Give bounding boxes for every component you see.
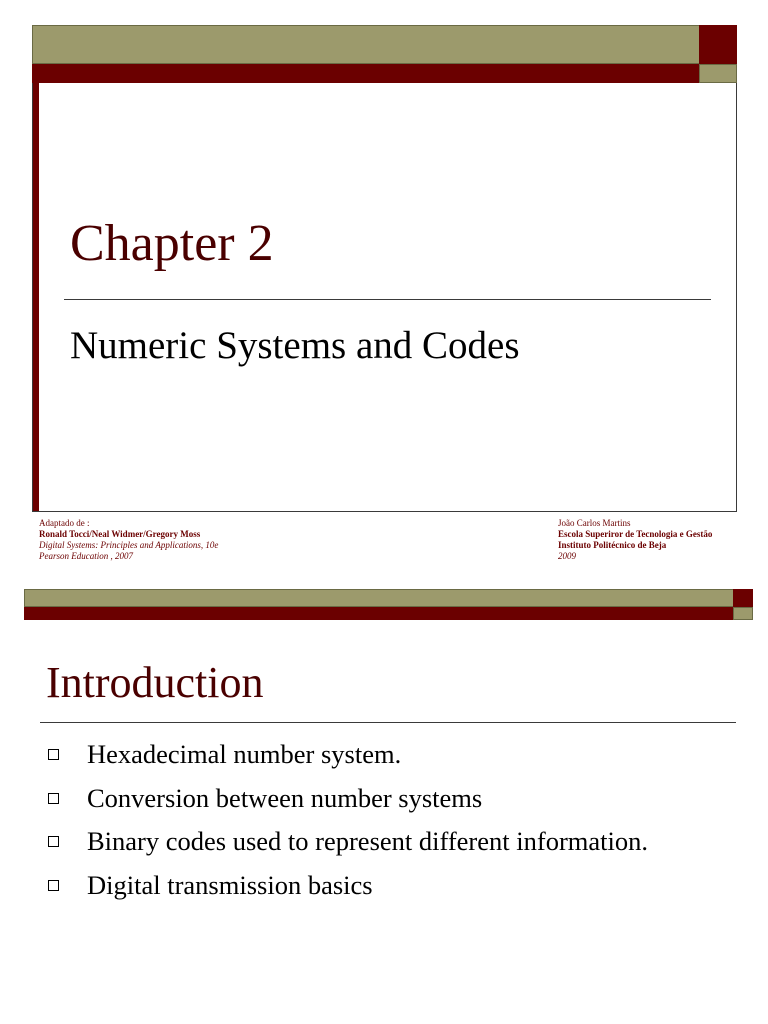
presenter-year: 2009 (558, 551, 576, 561)
list-item (46, 733, 648, 777)
credits-authors: Ronald Tocci/Neal Widmer/Gregory Moss (39, 529, 201, 539)
credits-book-title: Digital Systems: Principles and Applications, 10e (39, 540, 219, 550)
bullet-text: Hexadecimal number system. (87, 739, 402, 770)
header-corner-maroon (699, 25, 737, 64)
credits-source-label: Adaptado de : (39, 518, 90, 528)
bullet-list (46, 733, 648, 907)
header-band-olive (32, 25, 699, 64)
presenter-school: Escola Superiror de Tecnologia e Gestão (558, 529, 713, 539)
list-item (46, 820, 648, 864)
square-bullet-icon (48, 749, 59, 760)
slide2-header-band-maroon (24, 607, 733, 620)
slide-subtitle: Numeric Systems and Codes (70, 324, 520, 367)
title-slide-frame (32, 83, 737, 512)
slide2-title-divider (40, 722, 736, 723)
slide2-header-corner-olive (733, 607, 753, 620)
presenter-institute: Instituto Politécnico de Beja (558, 540, 667, 550)
bullet-text: Conversion between number systems (87, 782, 483, 813)
credits-publisher: Pearson Education , 2007 (39, 551, 133, 561)
list-item (46, 864, 648, 908)
title-divider (64, 299, 711, 300)
bullet-text: Digital transmission basics (87, 869, 373, 900)
square-bullet-icon (48, 793, 59, 804)
bullet-text: Binary codes used to represent different information. (87, 826, 648, 857)
slide-title: Chapter 2 (70, 215, 274, 272)
presenter-name: João Carlos Martins (558, 518, 631, 528)
header-band-maroon (32, 64, 699, 83)
slide2-header-band-olive (24, 589, 733, 607)
credits-source (39, 518, 218, 562)
header-corner-olive (699, 64, 737, 83)
slide2-header-corner-maroon (733, 589, 753, 607)
slide2-title: Introduction (46, 658, 264, 707)
list-item (46, 777, 648, 821)
credits-presenter (558, 518, 712, 562)
square-bullet-icon (48, 880, 59, 891)
square-bullet-icon (48, 836, 59, 847)
